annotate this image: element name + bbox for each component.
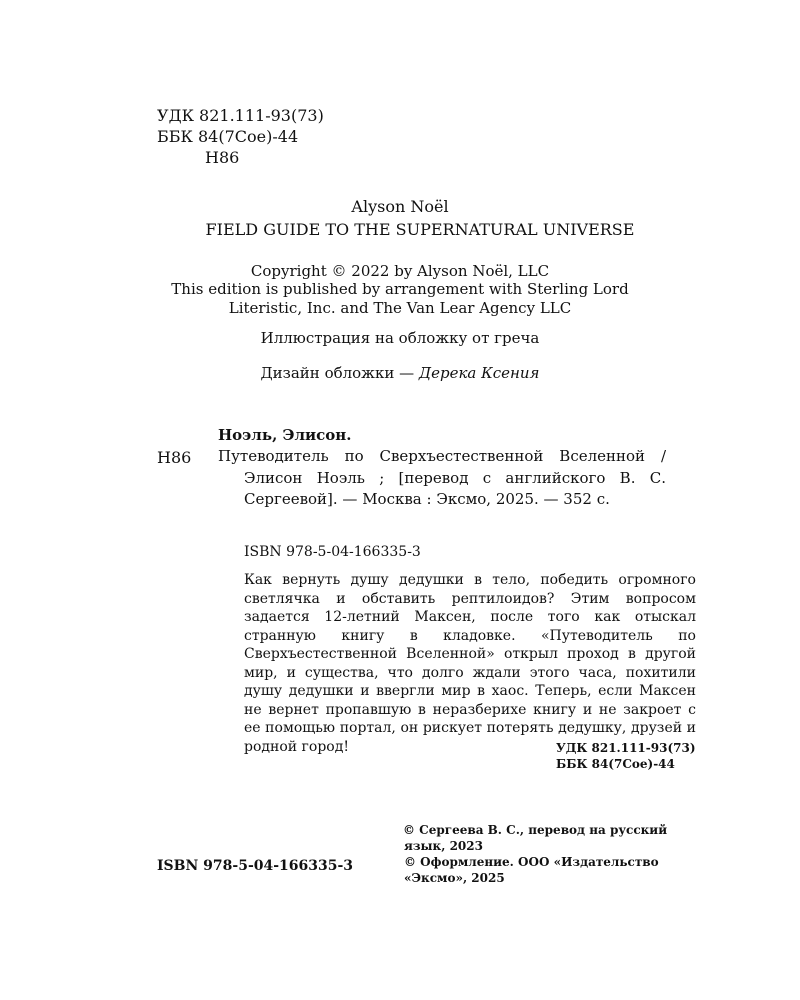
design-copyright: © Оформление. ООО «Издательство «Эксмо», 2025: [404, 855, 659, 885]
annotation-bbk: ББК 84(7Сое)-44: [556, 757, 675, 771]
design-label: Дизайн обложки —: [260, 364, 419, 382]
bib-mark: Н86: [157, 448, 192, 467]
footer-isbn: ISBN 978-5-04-166335-3: [157, 858, 354, 874]
annotation-text: Как вернуть душу дедушки в тело, победить огромного светлячка и обставить рептилоидов? Этим вопросом задается 12-летний Максен, после того как отыскал странную книгу в кладовке. «Путеводитель по Сверхъестественной Вселенной» открыл проход в другой мир, и существа, что долго ждали этого часа, похитили душу дедушки и ввергли мир в хаос. Теперь, если Максен не вернет пропавшую в неразберихе книгу и не закроет с ее помощью портал, он рискует потерять дедушку, друзей и родной город!: [244, 572, 696, 755]
original-copyright: Copyright © 2022 by Alyson Noël, LLC: [250, 262, 550, 280]
original-author: Alyson Noël: [351, 197, 449, 216]
design-credit: [150, 364, 650, 382]
bib-isbn: ISBN 978-5-04-166335-3: [244, 544, 421, 560]
udk-code: УДК 821.111-93(73): [157, 106, 324, 125]
translation-copyright: © Сергеева В. С., перевод на русский язык, 2023: [403, 823, 668, 853]
bib-description-text: Путеводитель по Сверхъестественной Вселенной / Элисон Ноэль ; [перевод с английского В. С. Сергеевой]. — Москва : Эксмо, 2025. — 352 с.: [218, 447, 666, 508]
original-title: FIELD GUIDE TO THE SUPERNATURAL UNIVERSE: [205, 220, 635, 239]
annotation-udk: УДК 821.111-93(73): [556, 741, 696, 755]
designer-name: Дерека Ксения: [418, 364, 540, 382]
bib-description: [218, 446, 666, 511]
illustration-credit: Иллюстрация на обложку от греча: [260, 329, 540, 347]
bib-heading: Ноэль, Элисон.: [218, 426, 352, 444]
bbk-code: ББК 84(7Сое)-44: [157, 127, 299, 146]
arrangement-note: This edition is published by arrangement with Sterling Lord Literistic, Inc. and The Van Lear Agency LLC: [171, 280, 629, 317]
author-mark: Н86: [205, 148, 240, 167]
